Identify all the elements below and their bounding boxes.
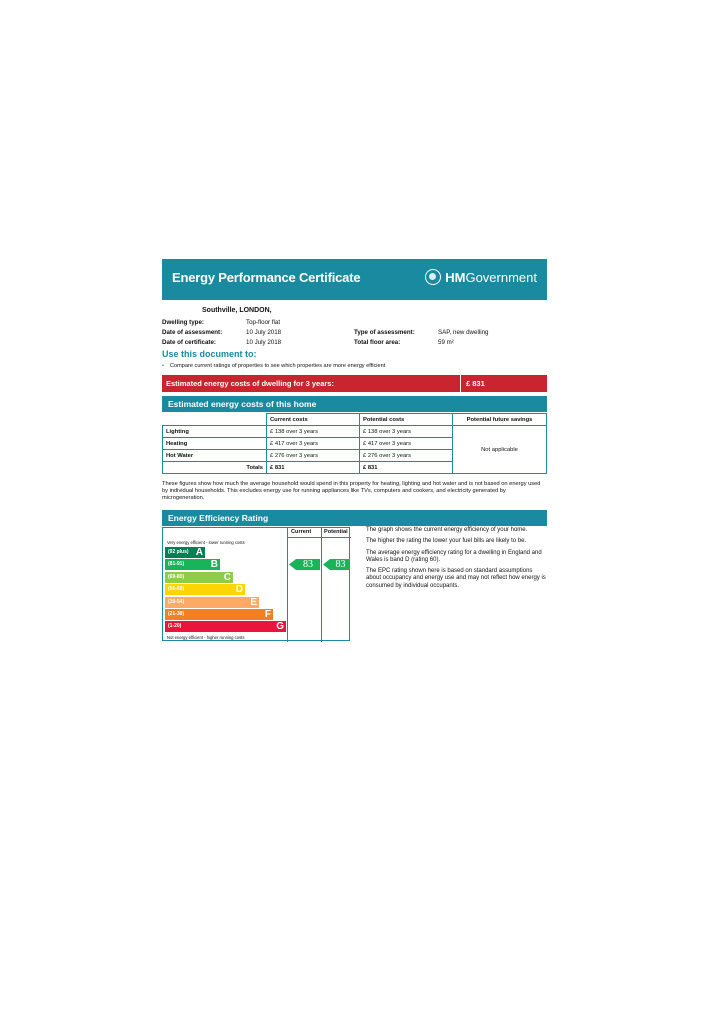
gov-hm-text: HM xyxy=(445,269,466,285)
explanation-paragraph: The average energy efficiency rating for a dwelling in England and Wales is band D (rating 60). xyxy=(366,549,542,563)
band-range: (21-38) xyxy=(168,611,185,617)
current-rating-arrow xyxy=(289,559,320,570)
band-letter: A xyxy=(195,547,203,558)
use-document-bullet: • Compare current ratings of properties to see which properties are more energy efficient xyxy=(162,363,386,369)
certificate-title: Energy Performance Certificate xyxy=(172,270,361,285)
band-range: (55-68) xyxy=(168,586,185,593)
floor-area-value: 59 m² xyxy=(438,339,454,346)
efficiency-rating xyxy=(162,527,547,643)
explanation-paragraph: The higher the rating the lower your fuel bills are likely to be. xyxy=(366,538,527,545)
rating-band-b xyxy=(165,559,220,570)
property-address: Southville, LONDON, xyxy=(202,307,272,314)
totals-label: Totals xyxy=(163,462,267,474)
current-cost-cell: £ 138 over 3 years xyxy=(267,426,360,438)
current-column-label: Current xyxy=(291,529,312,535)
table-row xyxy=(163,426,547,438)
band-letter: C xyxy=(223,571,231,583)
assessment-date-label: Date of assessment: xyxy=(162,329,223,336)
current-cost-cell: £ 417 over 3 years xyxy=(267,438,360,450)
explanation-paragraph: The EPC rating shown here is based on standard assumptions about occupancy and energy use and may not reflect how energy is consumed by individual occupants. xyxy=(366,568,546,589)
col-current-costs: Current costs xyxy=(267,414,360,426)
assessment-type-value: SAP, new dwelling xyxy=(438,329,489,336)
total-potential-cell: £ 831 xyxy=(360,462,453,474)
row-label: Heating xyxy=(163,438,267,450)
explanation-paragraph: The graph shows the current energy efficiency of your home. xyxy=(366,527,528,533)
band-letter: G xyxy=(276,621,284,633)
gov-government-text: Government xyxy=(465,269,537,285)
dwelling-type-value: Top-floor flat xyxy=(246,319,281,326)
costs-note: These figures show how much the average household would spend in this property for heating, lighting and hot water and is not based on energy used by individual households. This excludes energy use for running appliances like TVs, computers and cookers, and electricity generated by microgeneration. xyxy=(162,481,541,501)
certificate-date-value: 10 July 2018 xyxy=(246,339,282,346)
certificate-header xyxy=(162,259,547,300)
crest-icon xyxy=(425,269,441,285)
row-label: Lighting xyxy=(163,426,267,438)
efficiency-chart xyxy=(162,527,350,641)
rating-band-a xyxy=(165,547,205,558)
estimated-cost-label: Estimated energy costs of dwelling for 3 years: xyxy=(166,379,334,388)
rating-band-c xyxy=(165,572,233,583)
estimated-cost-value: £ 831 xyxy=(466,379,485,388)
potential-cost-cell: £ 276 over 3 years xyxy=(360,450,453,462)
costs-table xyxy=(162,413,547,474)
assessment-type-label: Type of assessment: xyxy=(354,329,415,336)
current-cost-cell: £ 276 over 3 years xyxy=(267,450,360,462)
potential-cost-cell: £ 417 over 3 years xyxy=(360,438,453,450)
efficiency-explanation xyxy=(366,527,548,594)
use-document-title: Use this document to: xyxy=(162,349,257,359)
potential-cost-cell: £ 138 over 3 years xyxy=(360,426,453,438)
potential-rating-arrow xyxy=(323,559,350,570)
rating-band-g xyxy=(165,621,286,632)
current-rating-value: 83 xyxy=(303,559,313,571)
total-current-cell: £ 831 xyxy=(267,462,360,474)
band-letter: B xyxy=(210,559,218,571)
rating-band-e xyxy=(165,597,259,608)
costs-section-header: Estimated energy costs of this home xyxy=(162,396,547,412)
hm-government-logo xyxy=(425,269,537,285)
costs-header-row xyxy=(163,414,547,426)
band-letter: E xyxy=(250,596,257,608)
savings-cell: Not applicable xyxy=(453,426,547,474)
row-label: Hot Water xyxy=(163,450,267,462)
band-range: (39-54) xyxy=(168,598,185,605)
floor-area-label: Total floor area: xyxy=(354,339,401,346)
assessment-date-value: 10 July 2018 xyxy=(246,329,282,336)
band-letter: D xyxy=(235,584,243,596)
band-letter: F xyxy=(264,609,271,620)
rating-band-f xyxy=(165,609,273,620)
potential-rating-value: 83 xyxy=(335,559,346,571)
efficiency-section-header: Energy Efficiency Rating xyxy=(162,510,547,526)
certificate-date-label: Date of certificate: xyxy=(162,339,216,346)
band-range: (1-20) xyxy=(168,623,182,630)
dwelling-type-label: Dwelling type: xyxy=(162,319,204,326)
efficient-label: Very energy efficient - lower running costs xyxy=(167,540,245,545)
band-range: (81-91) xyxy=(168,561,185,568)
col-potential-savings: Potential future savings xyxy=(453,414,547,426)
potential-column-label: Potential xyxy=(324,529,348,535)
inefficient-label: Not energy efficient - higher running costs xyxy=(167,635,245,640)
rating-band-d xyxy=(165,584,245,595)
band-range: (69-80) xyxy=(168,573,185,580)
col-potential-costs: Potential costs xyxy=(360,414,453,426)
estimated-cost-bar xyxy=(162,375,547,392)
band-range: (92 plus) xyxy=(168,549,189,555)
